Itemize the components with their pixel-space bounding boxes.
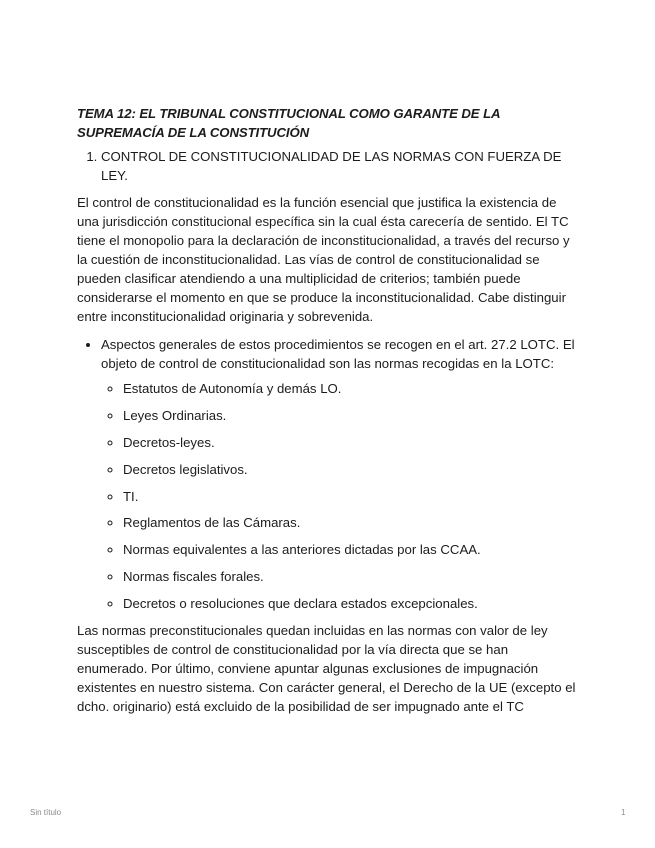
paragraph-closing: Las normas preconstitucionales quedan incluidas en las normas con valor de ley susceptibles de control de constitucionalidad por la vía directa que se han enumerado. Por último, conviene apuntar algunas exclusiones de impugnación existentes en nuestro sistema. Con carácter general, el Derecho de la UE (excepto el dcho. originario) está excluido de la posibilidad de ser impugnado ante el TC (77, 623, 576, 715)
section-heading: 1. CONTROL DE CONSTITUCIONALIDAD DE LAS NORMAS CON FUERZA DE LEY. (101, 147, 582, 185)
footer-page-number: 1 (621, 808, 626, 817)
sub-item: ◦ Decretos legislativos. (123, 460, 582, 479)
sub-item: ◦ Normas fiscales forales. (123, 567, 582, 586)
sub-item: ◦ TI. (123, 487, 582, 506)
sub-item: ◦ Reglamentos de las Cámaras. (123, 513, 582, 532)
title-line-1: TEMA 12: EL TRIBUNAL CONSTITUCIONAL COMO GARANTE DE LA (77, 106, 501, 121)
sub-item: ◦ Decretos o resoluciones que declara estados excepcionales. (123, 594, 582, 613)
bullet-text: Aspectos generales de estos procedimientos se recogen en el art. 27.2 LOTC. El objeto de control de constitucionalidad son las normas recogidas en la LOTC: (101, 337, 575, 371)
sub-item: ◦ Leyes Ordinarias. (123, 406, 582, 425)
document-title (77, 104, 582, 142)
title-line-2: SUPREMACÍA DE LA CONSTITUCIÓN (77, 125, 310, 140)
sub-item: ◦ Estatutos de Autonomía y demás LO. (123, 379, 582, 398)
numbered-list (77, 147, 582, 185)
bullet-item (101, 335, 582, 613)
sub-list (101, 379, 582, 613)
paragraph-intro: El control de constitucionalidad es la función esencial que justifica la existencia de una jurisdicción constitucional específica sin la cual ésta carecería de sentido. El TC tiene el monopolio para la declaración de inconstitucionalidad, a través del recurso y la cuestión de inconstitucionalidad. Las vías de control de constitucionalidad se pueden clasificar atendiendo a una multiplicidad de criterios; también puede considerarse el momento en que se produce la inconstitucionalidad. Cabe distinguir entre inconstitucionalidad originaria y sobrevenida. (77, 195, 570, 324)
sub-item: ◦ Decretos-leyes. (123, 433, 582, 452)
bullet-list (77, 335, 582, 613)
sub-item: ◦ Normas equivalentes a las anteriores dictadas por las CCAA. (123, 540, 582, 559)
document-page (77, 104, 582, 725)
footer-document-name: Sin título (30, 808, 62, 817)
